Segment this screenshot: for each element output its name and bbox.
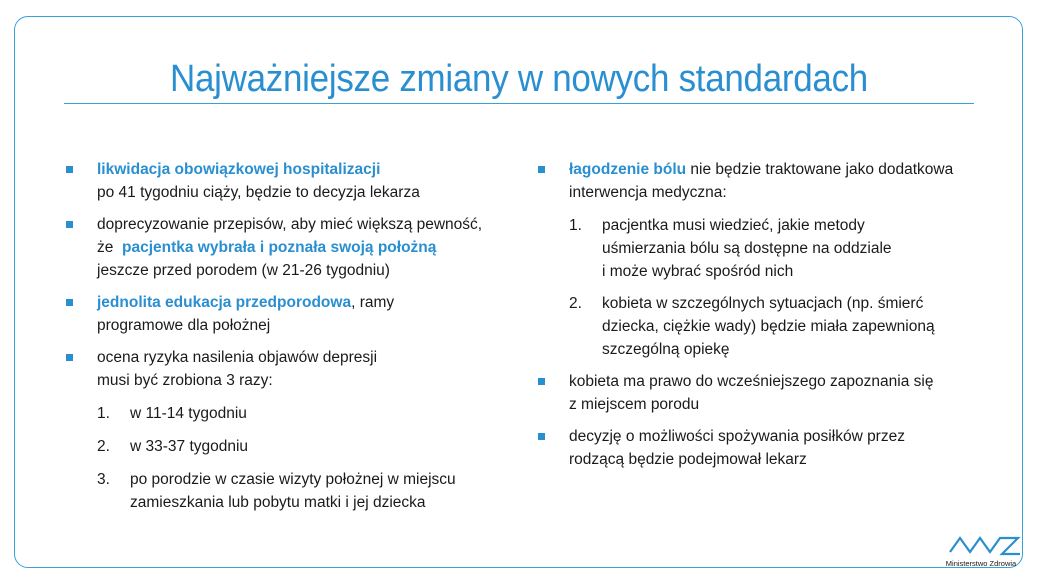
list-item <box>64 158 514 204</box>
item-text: że <box>97 239 114 256</box>
item-text: po porodzie w czasie wizyty położnej w miejscu <box>130 471 456 488</box>
list-item <box>536 425 996 471</box>
numbered-item <box>64 468 514 514</box>
item-number: 3. <box>97 471 110 488</box>
item-text: musi być zrobiona 3 razy: <box>97 372 273 389</box>
item-text: w 33-37 tygodniu <box>130 438 249 455</box>
list-item <box>536 370 996 416</box>
item-text: , ramy <box>351 294 395 311</box>
item-text: zamieszkania lub pobytu matki i jej dziecka <box>130 494 426 511</box>
title-divider <box>64 103 974 104</box>
numbered-item <box>536 292 996 361</box>
square-bullet-icon <box>66 299 73 306</box>
item-text: szczególną opiekę <box>602 341 730 358</box>
item-text: kobieta ma prawo do wcześniejszego zapoznania się <box>569 373 934 390</box>
highlight-text: łagodzenie bólu <box>569 161 687 178</box>
item-text: interwencja medyczna: <box>569 184 727 201</box>
list-item <box>64 213 514 282</box>
item-text: jeszcze przed porodem (w 21-26 tygodniu) <box>97 262 390 279</box>
highlight-text: jednolita edukacja przedporodowa <box>97 294 352 311</box>
square-bullet-icon <box>66 166 73 173</box>
item-text: pacjentka musi wiedzieć, jakie metody <box>602 217 865 234</box>
item-number: 1. <box>569 217 582 234</box>
numbered-item <box>64 435 514 458</box>
item-text: ocena ryzyka nasilenia objawów depresji <box>97 349 378 366</box>
numbered-item <box>64 402 514 425</box>
right-column <box>536 158 996 471</box>
item-text: doprecyzowanie przepisów, aby mieć większą pewność, <box>97 216 483 233</box>
numbered-item <box>536 214 996 283</box>
list-item <box>536 158 996 204</box>
square-bullet-icon <box>66 354 73 361</box>
square-bullet-icon <box>538 433 545 440</box>
item-text: dziecka, ciężkie wady) będzie miała zapewnioną <box>602 318 935 335</box>
list-item <box>64 291 514 337</box>
square-bullet-icon <box>538 378 545 385</box>
item-text: z miejscem porodu <box>569 396 700 413</box>
slide-title: Najważniejsze zmiany w nowych standardach <box>170 58 868 100</box>
item-text: nie będzie traktowane jako dodatkowa <box>686 161 954 178</box>
square-bullet-icon <box>538 166 545 173</box>
highlight-text: likwidacja obowiązkowej hospitalizacji <box>97 161 381 178</box>
item-text: i może wybrać spośród nich <box>602 263 794 280</box>
item-text: uśmierzania bólu są dostępne na oddziale <box>602 240 892 257</box>
logo-caption: Ministerstwo Zdrowia <box>945 559 1017 568</box>
item-text: programowe dla położnej <box>97 317 271 334</box>
item-text: decyzję o możliwości spożywania posiłków przez <box>569 428 905 445</box>
list-item <box>64 346 514 392</box>
left-column <box>64 158 514 514</box>
square-bullet-icon <box>66 221 73 228</box>
item-number: 2. <box>97 438 110 455</box>
item-text: kobieta w szczególnych sytuacjach (np. śmierć <box>602 295 924 312</box>
highlight-text: pacjentka wybrała i poznała swoją położną <box>122 239 437 256</box>
item-text: po 41 tygodniu ciąży, będzie to decyzja lekarza <box>97 184 420 201</box>
item-text: rodzącą będzie podejmował lekarz <box>569 451 807 468</box>
item-number: 1. <box>97 405 110 422</box>
item-number: 2. <box>569 295 582 312</box>
item-text: w 11-14 tygodniu <box>130 405 247 422</box>
